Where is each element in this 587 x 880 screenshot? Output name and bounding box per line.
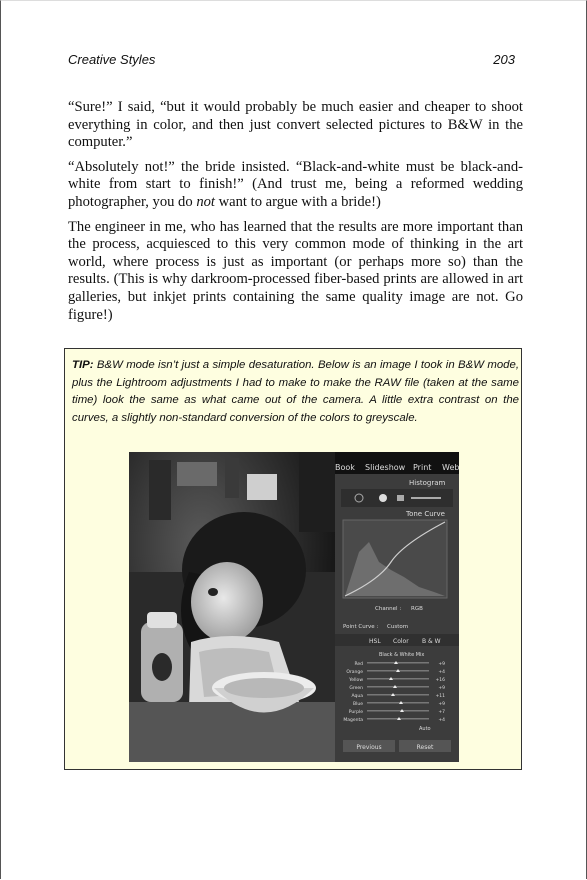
tab-color[interactable]: Color xyxy=(393,638,409,645)
mix-name-magenta: Magenta xyxy=(343,718,363,723)
point-curve-label: Point Curve : xyxy=(343,624,379,630)
brush-tool-icon[interactable] xyxy=(411,497,441,499)
menu-web[interactable]: Web xyxy=(442,463,459,472)
mix-value-orange: +4 xyxy=(438,670,445,675)
mix-slider-red[interactable] xyxy=(367,662,429,664)
dark-wall xyxy=(299,452,335,532)
paragraph-2-emphasis: not xyxy=(196,193,215,210)
tip-body: B&W mode isn’t just a simple desaturation. Below is an image I took in B&W mode, plus the Lightroom adjustments I had to make to make the RAW file (taken at the same time) look the same as what came out of the camera. A little extra contrast on the curves, a slightly non-standard conversion of the colors to greyscale. xyxy=(72,359,519,424)
tone-curve-label[interactable]: Tone Curve xyxy=(406,510,445,518)
mix-name-purple: Purple xyxy=(348,710,363,715)
mix-value-yellow: +16 xyxy=(435,678,445,683)
mix-name-green: Green xyxy=(349,686,363,691)
tab-bw[interactable]: B & W xyxy=(422,638,441,645)
child-face xyxy=(191,562,263,642)
mix-value-red: +9 xyxy=(438,662,445,667)
previous-button-label: Previous xyxy=(356,744,382,751)
paragraph-2-part-b: want to argue with a bride!) xyxy=(214,193,381,210)
mix-value-aqua: +11 xyxy=(435,694,445,699)
mix-slider-purple[interactable] xyxy=(367,710,429,712)
cup-decoration xyxy=(152,653,172,681)
mix-slider-blue[interactable] xyxy=(367,702,429,704)
point-curve-value[interactable]: Custom xyxy=(387,624,409,630)
table xyxy=(129,702,335,762)
chapter-title: Creative Styles xyxy=(68,52,156,67)
mix-value-magenta: +4 xyxy=(438,718,445,723)
mix-name-blue: Blue xyxy=(353,702,363,707)
mix-slider-yellow[interactable] xyxy=(367,678,429,680)
tab-hsl[interactable]: HSL xyxy=(369,638,381,645)
mix-name-orange: Orange xyxy=(346,670,363,675)
histogram-label[interactable]: Histogram xyxy=(409,479,446,487)
paragraph-3: The engineer in me, who has learned that the results are more important than the process, acquiesced to this very common mode of thinking in the art world, where process is just as important (or perhaps more so) than the results. (This is why darkroom-processed fiber-based prints are allowed in art galleries, but inkjet prints containing the same quality image are not. Go figure!) xyxy=(68,218,523,323)
paragraph-2 xyxy=(68,159,523,212)
body-text xyxy=(68,99,523,331)
spot-tool-icon[interactable] xyxy=(379,494,387,502)
mix-slider-green[interactable] xyxy=(367,686,429,688)
picture-frame xyxy=(247,474,277,500)
paragraph-2-part-a: “Absolutely not!” the bride insisted. “Black-and-white must be black-and-white from start to finish!” (And trust me, being a reformed wedding photographer, you do xyxy=(68,158,523,210)
mix-name-red: Red xyxy=(354,662,363,667)
redeye-tool-icon[interactable] xyxy=(397,495,404,501)
channel-value[interactable]: RGB xyxy=(411,606,423,612)
mix-value-purple: +7 xyxy=(438,710,445,715)
child-eye xyxy=(208,588,218,596)
mix-value-green: +9 xyxy=(438,686,445,691)
mix-slider-aqua[interactable] xyxy=(367,694,429,696)
mix-name-yellow: Yellow xyxy=(349,678,363,683)
shelf-window xyxy=(177,462,217,486)
sippy-cup-lid xyxy=(147,612,177,628)
shelf-shape xyxy=(149,460,171,520)
bw-photo-with-lightroom-panel xyxy=(129,452,459,762)
shelf-item xyxy=(225,458,239,498)
mix-name-aqua: Aqua xyxy=(351,694,363,699)
tip-text xyxy=(72,357,519,427)
page-number: 203 xyxy=(493,52,515,67)
menu-book[interactable]: Book xyxy=(335,463,355,472)
menu-print[interactable]: Print xyxy=(413,463,432,472)
auto-button[interactable]: Auto xyxy=(419,726,431,732)
channel-label: Channel : xyxy=(375,606,402,612)
menu-slideshow[interactable]: Slideshow xyxy=(365,463,406,472)
mix-value-blue: +9 xyxy=(438,702,445,707)
tip-label: TIP: xyxy=(72,359,94,371)
bowl-inside xyxy=(224,678,304,698)
reset-button-label: Reset xyxy=(416,744,434,751)
paragraph-1: “Sure!” I said, “but it would probably be much easier and cheaper to shoot everything in color, and then just convert selected pictures to B&W in the computer.” xyxy=(68,99,523,151)
photo-svg xyxy=(129,452,459,762)
bw-mix-title: Black & White Mix xyxy=(379,652,425,658)
